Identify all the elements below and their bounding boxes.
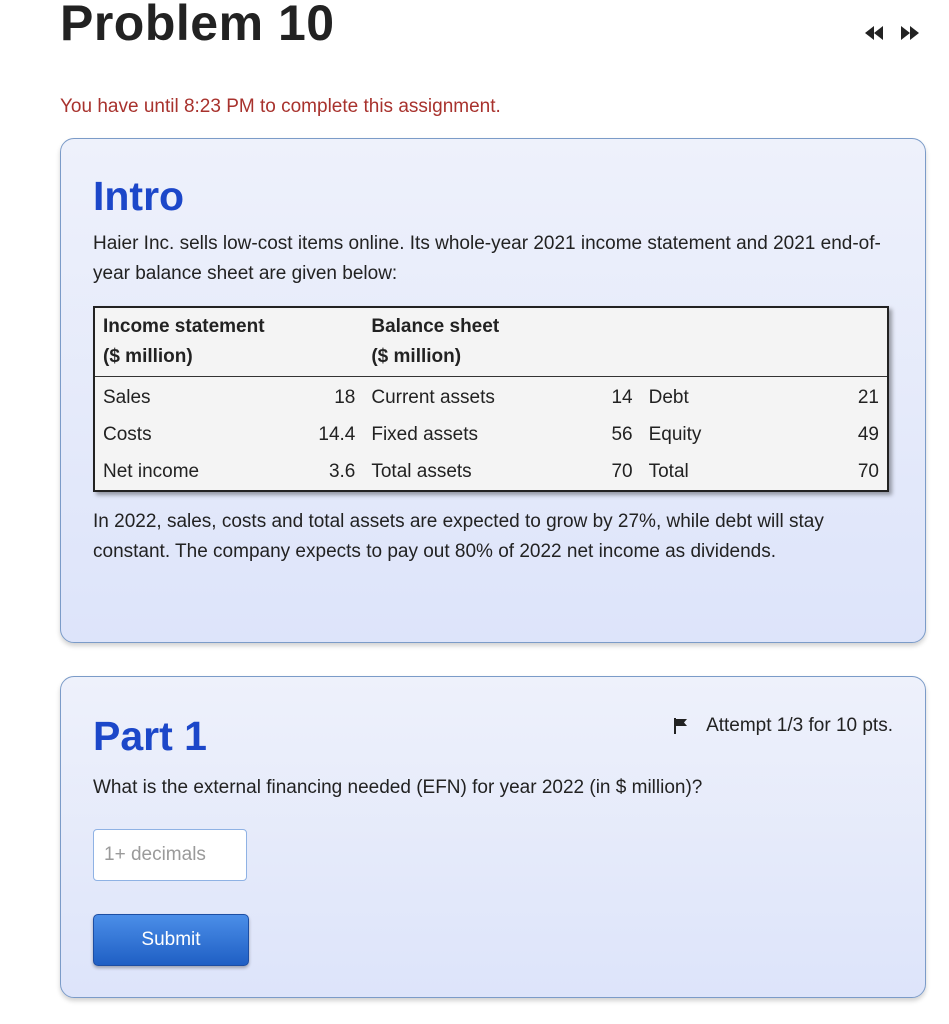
table-cell: 18 (334, 386, 356, 408)
part-1-heading: Part 1 (93, 713, 207, 759)
part-1-card (60, 676, 926, 998)
flag-icon (674, 718, 688, 734)
table-cell: Current assets (371, 386, 495, 408)
table-cell: 56 (611, 423, 633, 445)
table-cell: Fixed assets (371, 423, 479, 445)
table-row (94, 453, 888, 491)
attempt-text: Attempt 1/3 for 10 pts. (706, 715, 893, 736)
next-problem-button[interactable] (899, 24, 921, 42)
table-cell: 70 (857, 460, 879, 482)
intro-paragraph: Haier Inc. sells low-cost items online. Its whole-year 2021 income statement and 2021 end-of-year balance sheet are given below: (93, 233, 881, 284)
table-cell: 14 (611, 386, 633, 408)
submit-button[interactable]: Submit (93, 914, 249, 966)
table-row (94, 416, 888, 453)
double-left-arrow-icon (863, 25, 885, 41)
table-cell: Equity (648, 423, 702, 445)
table-cell: Net income (103, 460, 200, 482)
table-cell: Debt (648, 386, 689, 408)
previous-problem-button[interactable] (863, 24, 885, 42)
table-cell: 70 (611, 460, 633, 482)
intro-heading: Intro (93, 173, 185, 219)
double-right-arrow-icon (899, 25, 921, 41)
answer-input[interactable] (93, 829, 247, 881)
page-title: Problem 10 (60, 0, 335, 51)
question-text: What is the external financing needed (EFN) for year 2022 (in $ million)? (93, 777, 703, 798)
growth-assumptions-paragraph: In 2022, sales, costs and total assets are expected to grow by 27%, while debt will stay constant. The company expects to pay out 80% of 2022 net income as dividends. (93, 511, 824, 562)
table-cell: 49 (857, 423, 879, 445)
attempt-info (674, 715, 893, 737)
table-cell: Costs (103, 423, 152, 445)
table-cell: 3.6 (328, 460, 356, 482)
table-header-row (94, 307, 888, 377)
table-cell: 21 (857, 386, 879, 408)
balance-sheet-header: Balance sheet ($ million) (363, 307, 888, 377)
intro-card (60, 138, 926, 643)
table-cell: Total assets (371, 460, 472, 482)
problem-navigation (863, 24, 921, 42)
table-cell: Sales (103, 386, 151, 408)
financial-statements-table (93, 306, 889, 492)
income-statement-header: Income statement ($ million) (94, 307, 363, 377)
table-cell: Total (648, 460, 689, 482)
deadline-notice: You have until 8:23 PM to complete this assignment. (60, 96, 501, 117)
table-cell: 14.4 (318, 423, 356, 445)
table-row (94, 377, 888, 417)
